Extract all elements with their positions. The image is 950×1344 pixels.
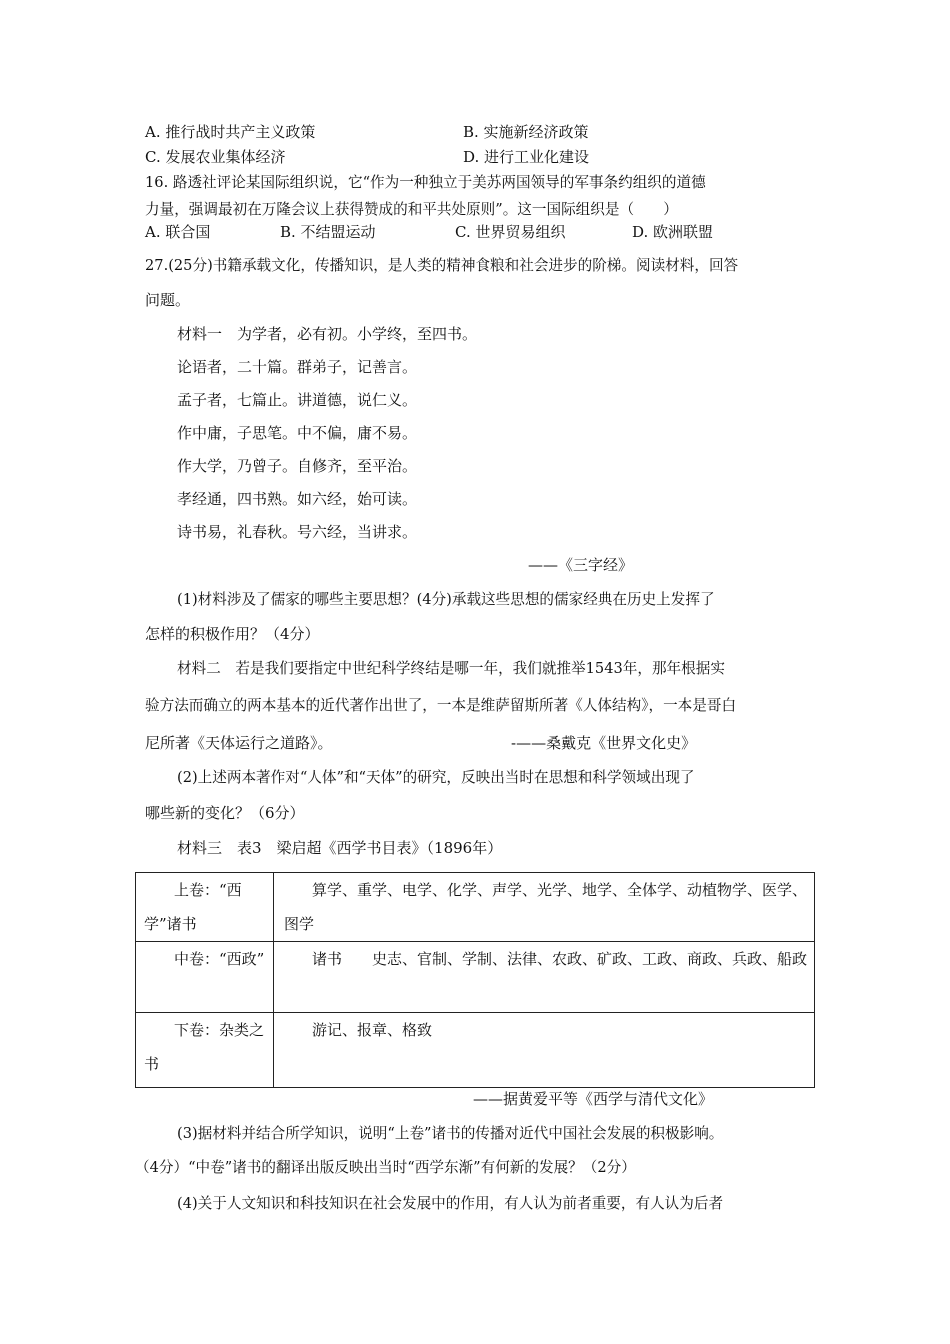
sub1-line2: 怎样的积极作用？（4分） [145, 625, 320, 643]
table-cell-items: 算学、重学、电学、化学、声学、光学、地学、全体学、动植物学、医学、图学 [284, 881, 808, 933]
table-cell-category: 下卷：杂类之书 [136, 1013, 274, 1088]
q15-option-c: C. 发展农业集体经济 [145, 148, 286, 166]
q16-option-c: C. 世界贸易组织 [455, 223, 566, 241]
material1-line: 孟子者，七篇止。讲道德，说仁义。 [177, 391, 418, 409]
material3-source: ——据黄爱平等《西学与清代文化》 [473, 1090, 714, 1108]
table-cell-category: 中卷：“西政” [136, 942, 274, 1013]
sub3-line2: （4分）“中卷”诸书的翻译出版反映出当时“西学东渐”有何新的发展？（2分） [135, 1159, 636, 1176]
table-row [136, 1013, 815, 1088]
material1-source: ——《三字经》 [528, 556, 634, 574]
western-books-table [135, 872, 815, 1088]
table-row [136, 942, 815, 1013]
q15-option-b: B. 实施新经济政策 [463, 123, 589, 141]
sub3-line1: (3)据材料并结合所学知识，说明“上卷”诸书的传播对近代中国社会发展的积极影响。 [177, 1125, 724, 1142]
q16-option-b: B. 不结盟运动 [280, 223, 376, 241]
material2-line1: 材料二 若是我们要指定中世纪科学终结是哪一年，我们就推举1543年，那年根据实 [177, 660, 725, 677]
q16-option-a: A. 联合国 [145, 223, 211, 241]
sub4-line1: (4)关于人文知识和科技知识在社会发展中的作用，有人认为前者重要，有人认为后者 [177, 1195, 724, 1212]
table-cell-category: 上卷：“西学”诸书 [136, 873, 274, 942]
sub1-line1: (1)材料涉及了儒家的哪些主要思想？(4分)承载这些思想的儒家经典在历史上发挥了 [177, 591, 715, 608]
table-cell-items: 史志、官制、学制、法律、农政、矿政、工政、商政、兵政、船政 [372, 950, 808, 968]
material2-source: -——桑戴克《世界文化史》 [511, 734, 697, 752]
q16-option-d: D. 欧洲联盟 [632, 223, 714, 241]
q15-option-d: D. 进行工业化建设 [463, 148, 590, 166]
material1-line: 孝经通，四书熟。如六经，始可读。 [177, 490, 418, 508]
sub2-line1: (2)上述两本著作对“人体”和“天体”的研究，反映出当时在思想和科学领域出现了 [177, 769, 695, 786]
table-cell-content [274, 873, 815, 942]
table-cell-content [274, 942, 815, 1013]
material1-line: 作中庸，子思笔。中不偏，庸不易。 [177, 424, 418, 442]
material1-line: 材料一 为学者，必有初。小学终，至四书。 [177, 325, 478, 343]
material2-line3: 尼所著《天体运行之道路》。 [145, 734, 333, 752]
material1-line: 论语者，二十篇。群弟子，记善言。 [177, 358, 418, 376]
q27-intro-line2: 问题。 [145, 291, 191, 309]
material3-caption: 材料三 表3 梁启超《西学书目表》（1896年） [177, 839, 503, 857]
material1-line: 诗书易，礼春秋。号六经，当讲求。 [177, 523, 418, 541]
table-row [136, 873, 815, 942]
q16-stem-line1: 16. 路透社评论某国际组织说，它“作为一种独立于美苏两国领导的军事条约组织的道德 [145, 174, 706, 191]
material2-line2: 验方法而确立的两本基本的近代著作出世了，一本是维萨留斯所著《人体结构》，一本是哥白 [145, 697, 737, 714]
table-cell-content [274, 1013, 815, 1088]
q27-intro-line1: 27.(25分)书籍承载文化，传播知识，是人类的精神食粮和社会进步的阶梯。阅读材料，回答 [145, 257, 739, 274]
q16-stem-line2: 力量，强调最初在万隆会议上获得赞成的和平共处原则”。这一国际组织是（ ） [145, 201, 678, 218]
table-cell-prefix: 诸书 [312, 950, 343, 968]
material1-line: 作大学，乃曾子。自修齐，至平治。 [177, 457, 418, 475]
q15-option-a: A. 推行战时共产主义政策 [145, 123, 316, 141]
sub2-line2: 哪些新的变化？（6分） [145, 804, 305, 822]
table-cell-items: 游记、报章、格致 [312, 1021, 433, 1039]
